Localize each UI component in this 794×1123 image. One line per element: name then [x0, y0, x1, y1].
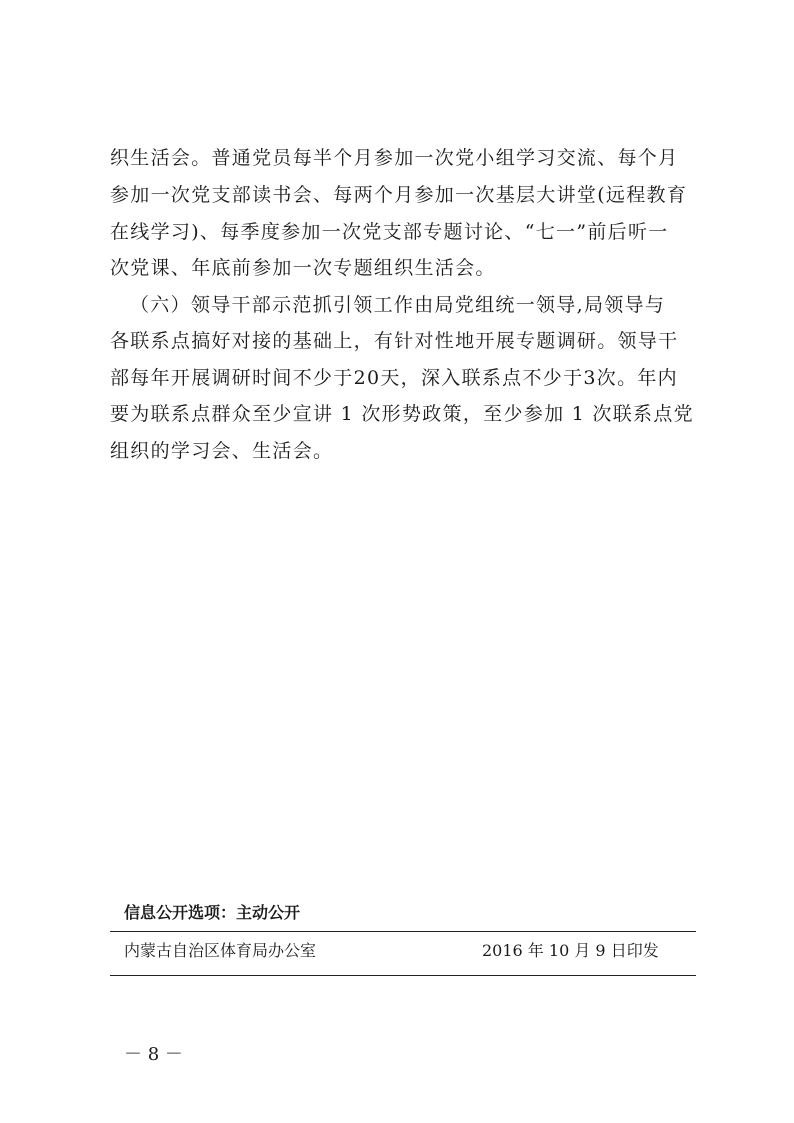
footer-bottom-rule [110, 975, 696, 976]
paragraph-line: （六）领导干部示范抓引领工作由局党组统一领导,局领导与 [130, 294, 666, 316]
page-number: － 8 － [124, 1044, 183, 1065]
paragraph-line: 要为联系点群众至少宣讲 1 次形势政策，至少参加 1 次联系点党 [110, 403, 694, 425]
paragraph-line: 次党课、年底前参加一次专题组织生活会。 [110, 257, 496, 279]
issuing-office: 内蒙古自治区体育局办公室 [124, 941, 317, 960]
paragraph-line: 在线学习)、每季度参加一次党支部专题讨论、“七一”前后听一 [110, 221, 669, 243]
footer-top-rule [110, 931, 696, 932]
disclosure-label: 信息公开选项：主动公开 [124, 903, 301, 922]
paragraph-line: 组织的学习会、生活会。 [110, 440, 334, 462]
print-date: 2016 年 10 月 9 日印发 [482, 941, 659, 960]
paragraph-line: 部每年开展调研时间不少于20天，深入联系点不少于3次。年内 [110, 367, 678, 389]
paragraph-line: 参加一次党支部读书会、每两个月参加一次基层大讲堂(远程教育 [110, 184, 688, 206]
paragraph-line: 织生活会。普通党员每半个月参加一次党小组学习交流、每个月 [110, 147, 679, 169]
paragraph-line: 各联系点搞好对接的基础上，有针对性地开展专题调研。领导干 [110, 330, 679, 352]
